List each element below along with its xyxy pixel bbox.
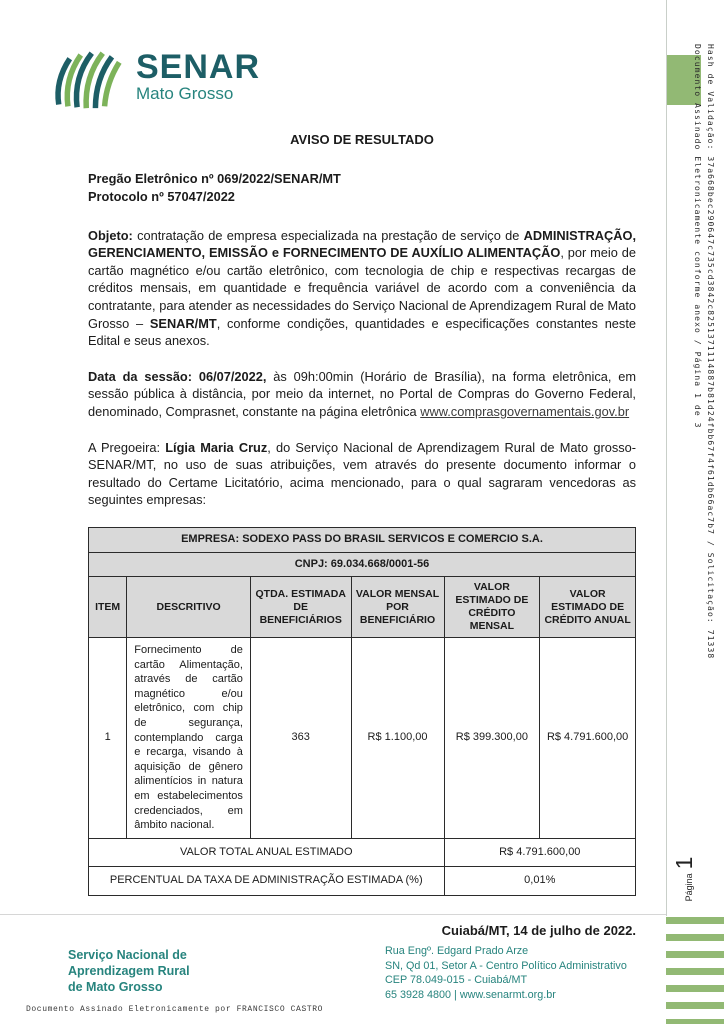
sessao-date-bold: Data da sessão: 06/07/2022, [88, 368, 267, 384]
brand-text [136, 50, 260, 104]
footer-address-sector: SN, Qd 01, Setor A - Centro Político Administrativo [385, 959, 627, 972]
document-content [88, 131, 636, 940]
objeto-label: Objeto: [88, 227, 133, 243]
paragraph-objeto: Objeto: contratação de empresa especializada na prestação de serviço de ADMINISTRAÇÃO, GERENCIAMENTO, EMISSÃO e FORNECIMENTO DE AUXÍLIO ALIMENTAÇÃO, por meio de cartão magnético e/ou cartão eletrônico, com tecnologia de chip e respectivas recargas de créditos mensais, em quantidade e frequência variável de acordo com a conveniência da contratante, para atender as necessidades do Serviço Nacional de Aprendizagem Rural de Mato Grosso – SENAR/MT, conforme condições, quantidades e especificações constantes neste Edital e seus anexos. [88, 227, 636, 349]
cell-item: 1 [89, 638, 127, 839]
column-header-credito-anual: VALOR ESTIMADO DE CRÉDITO ANUAL [540, 577, 636, 638]
result-table [88, 527, 636, 896]
table-header-row [89, 577, 636, 638]
company-name: EMPRESA: SODEXO PASS DO BRASIL SERVICOS E COMERCIO S.A. [89, 527, 636, 552]
footer-phone-website: 65 3928 4800 | www.senarmt.org.br [385, 988, 556, 1001]
paragraph-pregoeira: A Pregoeira: Lígia Maria Cruz, do Serviço Nacional de Aprendizagem Rural de Mato grosso- SENAR/MT, no uso de suas atribuições, vem através do presente documento informar o resultado do Certame Licitatório, acima mencionado, para o qual sagraram vencedoras as seguintes empresas: [88, 439, 636, 508]
footer-green-stripes [666, 917, 724, 1024]
cell-credito-anual: R$ 4.791.600,00 [540, 638, 636, 839]
cell-qtda: 363 [250, 638, 351, 839]
page-number: 1 [671, 856, 697, 870]
cell-credito-mensal: R$ 399.300,00 [444, 638, 540, 839]
pregao-reference: Pregão Eletrônico nº 069/2022/SENAR/MT [88, 170, 341, 186]
cell-descritivo: Fornecimento de cartão Alimentação, através de cartão magnético e/ou eletrônico, com chip de segurança, contemplando carga e recarga, visando à aquisição de gênero alimentícios in natura em estabelecimentos credenciados, em âmbito nacional. [127, 638, 251, 839]
validation-hash-text: Hash de Validação: 37a668bec290647c735cd3842c8251371114887b81d24fbb67f4f61db66ac7b7 / Solicitação: 71338 [706, 44, 715, 660]
taxa-row [89, 867, 636, 896]
compras-gov-link[interactable]: www.comprasgovernamentais.gov.br [420, 403, 630, 419]
column-header-credito-mensal: VALOR ESTIMADO DE CRÉDITO MENSAL [444, 577, 540, 638]
signed-document-text: Documento Assinado Eletronicamente conforme anexo / Página 1 de 3 [693, 44, 702, 429]
reference-block [88, 170, 636, 206]
cell-valor-mensal: R$ 1.100,00 [351, 638, 444, 839]
company-cnpj: CNPJ: 69.034.668/0001-56 [89, 552, 636, 577]
page-number-indicator [671, 843, 697, 915]
taxa-label: PERCENTUAL DA TAXA DE ADMINISTRAÇÃO ESTIMADA (%) [89, 867, 445, 896]
brand-name: SENAR [136, 48, 261, 86]
electronic-signature-line: Documento Assinado Eletronicamente por FRANCISCO CASTRO [26, 1005, 324, 1014]
taxa-value: 0,01% [444, 867, 635, 896]
footer-divider [0, 914, 666, 915]
total-label: VALOR TOTAL ANUAL ESTIMADO [89, 838, 445, 867]
paragraph-sessao: Data da sessão: 06/07/2022, às 09h:00min (Horário de Brasília), na forma eletrônica, em sessão pública à distância, por meio da internet, no Portal de Compras do Governo Federal, denominado, Comprasnet, constante na página eletrônica www.comprasgovernamentais.gov.br [88, 368, 637, 419]
total-value: R$ 4.791.600,00 [444, 838, 635, 867]
cnpj-row [89, 552, 636, 577]
objeto-bold-servico: ADMINISTRAÇÃO, GERENCIAMENTO, EMISSÃO e FORNECIMENTO DE AUXÍLIO ALIMENTAÇÃO [88, 227, 636, 261]
page-label: Página [684, 873, 694, 902]
footer-address-street: Rua Engº. Edgard Prado Arze [385, 945, 529, 957]
senar-fan-icon [52, 44, 126, 110]
footer-address-cep: CEP 78.049-015 - Cuiabá/MT [385, 974, 528, 986]
sidebar-rule [666, 0, 667, 916]
total-row [89, 838, 636, 867]
table-row [89, 638, 636, 839]
pregoeira-name: Lígia Maria Cruz [165, 439, 268, 455]
footer-address [385, 944, 627, 1002]
senar-logo [52, 44, 260, 110]
column-header-descritivo: DESCRITIVO [127, 577, 251, 638]
column-header-qtda: QTDA. ESTIMADA DE BENEFICIÁRIOS [250, 577, 351, 638]
protocolo-reference: Protocolo nº 57047/2022 [88, 188, 235, 204]
page-title: AVISO DE RESULTADO [290, 132, 434, 147]
objeto-bold-senar: SENAR/MT [149, 315, 217, 331]
brand-region: Mato Grosso [136, 84, 234, 103]
footer-org-name: Serviço Nacional de Aprendizagem Rural de Mato Grosso [68, 948, 190, 994]
company-row [89, 527, 636, 552]
column-header-valor-mensal: VALOR MENSAL POR BENEFICIÁRIO [351, 577, 444, 638]
column-header-item: ITEM [89, 577, 127, 638]
place-date-line: Cuiabá/MT, 14 de julho de 2022. [441, 923, 636, 938]
